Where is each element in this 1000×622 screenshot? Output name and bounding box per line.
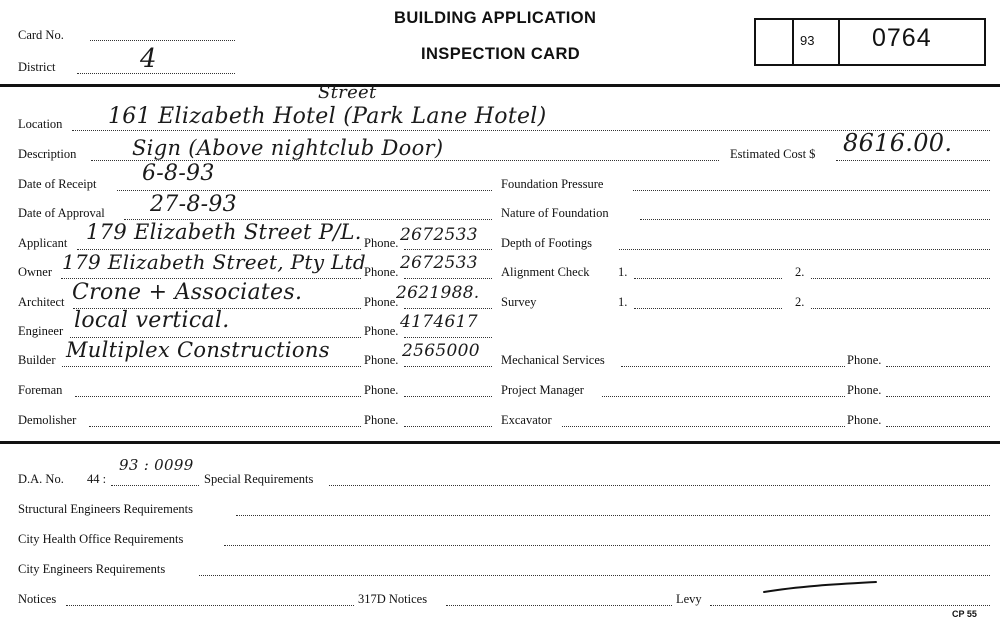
- form-code: CP 55: [952, 609, 977, 619]
- notices-label: Notices: [18, 592, 57, 606]
- owner-line: [61, 278, 361, 279]
- foundation-pressure-line: [633, 190, 990, 191]
- estimated-cost-value: 8616.00.: [843, 129, 953, 157]
- receipt-label: Date of Receipt: [18, 177, 97, 191]
- location-label: Location: [18, 117, 63, 131]
- architect-phone-label: Phone.: [364, 295, 399, 309]
- applicant-phone-label: Phone.: [364, 236, 399, 250]
- builder-phone-value: 2565000: [402, 341, 480, 361]
- description-label: Description: [18, 147, 77, 161]
- mechanical-line: [621, 366, 845, 367]
- project-manager-label: Project Manager: [501, 383, 584, 397]
- receipt-value: 6-8-93: [142, 161, 215, 186]
- engineer-phone-label: Phone.: [364, 324, 399, 338]
- mechanical-phone-label: Phone.: [847, 353, 882, 367]
- builder-line: [62, 366, 361, 367]
- approval-label: Date of Approval: [18, 206, 105, 220]
- survey-num-2: 2.: [795, 295, 805, 309]
- nature-foundation-label: Nature of Foundation: [501, 206, 609, 220]
- middle-rule: [0, 441, 1000, 444]
- levy-line: [710, 605, 990, 606]
- district-value: 4: [140, 44, 157, 74]
- location-value: 161 Elizabeth Hotel (Park Lane Hotel): [108, 104, 547, 129]
- engineer-value: local vertical.: [74, 308, 230, 333]
- foreman-line: [75, 396, 361, 397]
- alignment-line-1: [634, 278, 782, 279]
- owner-phone-label: Phone.: [364, 265, 399, 279]
- alignment-line-2: [811, 278, 990, 279]
- city-engineers-label: City Engineers Requirements: [18, 562, 166, 576]
- owner-value: 179 Elizabeth Street, Pty Ltd: [62, 250, 366, 274]
- engineer-phone-value: 4174617: [400, 312, 478, 332]
- project-manager-phone-label: Phone.: [847, 383, 882, 397]
- mechanical-phone-line: [886, 366, 990, 367]
- architect-phone-value: 2621988.: [396, 283, 480, 303]
- levy-pen-stroke: [760, 578, 880, 598]
- depth-footings-line: [619, 249, 990, 250]
- builder-phone-line: [404, 366, 492, 367]
- approval-value: 27-8-93: [150, 192, 237, 217]
- foreman-phone-label: Phone.: [364, 383, 399, 397]
- alignment-num-2: 2.: [795, 265, 805, 279]
- notices-line: [66, 605, 354, 606]
- structural-line: [236, 515, 990, 516]
- project-manager-line: [602, 396, 845, 397]
- title-line-2: INSPECTION CARD: [421, 45, 581, 63]
- card-no-label: Card No.: [18, 28, 64, 42]
- project-manager-phone-line: [886, 396, 990, 397]
- da-prefix: 44 :: [87, 472, 107, 486]
- excavator-phone-label: Phone.: [847, 413, 882, 427]
- box-divider-2: [838, 18, 840, 66]
- estimated-cost-line: [836, 160, 990, 161]
- applicant-label: Applicant: [18, 236, 68, 250]
- card-no-line: [90, 40, 235, 41]
- survey-label: Survey: [501, 295, 537, 309]
- box-divider-1: [792, 18, 794, 66]
- engineer-phone-line: [404, 337, 492, 338]
- excavator-phone-line: [886, 426, 990, 427]
- header-rule: [0, 84, 1000, 87]
- box-number: 0764: [872, 24, 932, 52]
- box-year: 93: [800, 33, 815, 48]
- card-number-box: [754, 18, 986, 66]
- excavator-label: Excavator: [501, 413, 552, 427]
- applicant-phone-line: [404, 249, 492, 250]
- location-insert: Street: [318, 82, 377, 103]
- applicant-value: 179 Elizabeth Street P/L.: [86, 220, 362, 244]
- description-value: Sign (Above nightclub Door): [132, 136, 444, 160]
- city-engineers-line: [199, 575, 990, 576]
- builder-phone-label: Phone.: [364, 353, 399, 367]
- applicant-phone-value: 2672533: [400, 225, 478, 245]
- alignment-label: Alignment Check: [501, 265, 590, 279]
- owner-phone-line: [404, 278, 492, 279]
- health-line: [224, 545, 990, 546]
- da-value: 93 : 0099: [119, 456, 194, 474]
- notices-317d-line: [446, 605, 672, 606]
- foundation-pressure-label: Foundation Pressure: [501, 177, 604, 191]
- builder-label: Builder: [18, 353, 56, 367]
- owner-label: Owner: [18, 265, 53, 279]
- survey-line-2: [811, 308, 990, 309]
- owner-phone-value: 2672533: [400, 253, 478, 273]
- alignment-num-1: 1.: [618, 265, 628, 279]
- builder-value: Multiplex Constructions: [66, 338, 330, 362]
- excavator-line: [562, 426, 845, 427]
- district-label: District: [18, 60, 56, 74]
- survey-line-1: [634, 308, 782, 309]
- demolisher-phone-label: Phone.: [364, 413, 399, 427]
- structural-label: Structural Engineers Requirements: [18, 502, 193, 516]
- demolisher-phone-line: [404, 426, 492, 427]
- health-label: City Health Office Requirements: [18, 532, 184, 546]
- da-label: D.A. No.: [18, 472, 64, 486]
- nature-foundation-line: [640, 219, 990, 220]
- special-label: Special Requirements: [204, 472, 314, 486]
- architect-value: Crone + Associates.: [72, 280, 303, 305]
- da-line: [111, 485, 199, 486]
- demolisher-line: [89, 426, 361, 427]
- notices-317d-label: 317D Notices: [358, 592, 428, 606]
- mechanical-label: Mechanical Services: [501, 353, 605, 367]
- special-line: [329, 485, 990, 486]
- architect-label: Architect: [18, 295, 65, 309]
- demolisher-label: Demolisher: [18, 413, 77, 427]
- foreman-phone-line: [404, 396, 492, 397]
- architect-phone-line: [404, 308, 492, 309]
- survey-num-1: 1.: [618, 295, 628, 309]
- receipt-line: [117, 190, 492, 191]
- title-line-1: BUILDING APPLICATION: [394, 9, 597, 27]
- estimated-cost-label: Estimated Cost $: [730, 147, 816, 161]
- levy-stroke-path: [764, 582, 876, 592]
- levy-label: Levy: [676, 592, 702, 606]
- foreman-label: Foreman: [18, 383, 63, 397]
- engineer-label: Engineer: [18, 324, 64, 338]
- depth-footings-label: Depth of Footings: [501, 236, 592, 250]
